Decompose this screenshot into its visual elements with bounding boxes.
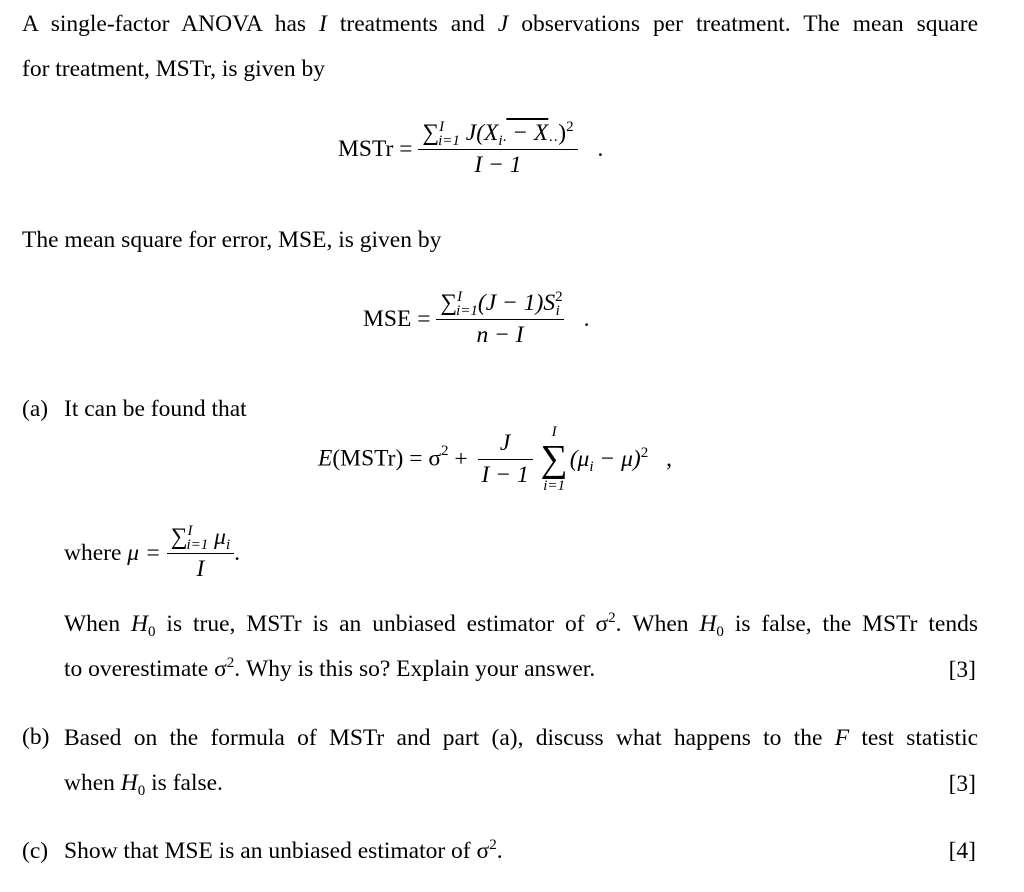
q-text: test statistic	[861, 725, 979, 751]
plus-sign: +	[448, 445, 468, 472]
sum-upper: I	[457, 289, 463, 305]
sum-lower: i=1	[438, 133, 460, 149]
sum-symbol: ∑	[540, 438, 568, 480]
mstr-numerator	[418, 120, 577, 149]
intro-text: A single-factor ANOVA has	[22, 11, 307, 37]
part-a-question-line-1	[64, 602, 978, 647]
q-text: to overestimate σ	[64, 656, 227, 682]
part-b-label: (b)	[22, 724, 50, 750]
part-c-question	[64, 838, 503, 865]
part-b-line-1	[64, 716, 978, 761]
part-b-marks: [3]	[948, 771, 976, 797]
period: .	[234, 540, 240, 566]
close-paren: )	[558, 120, 567, 146]
part-a-question	[64, 602, 978, 692]
part-a-label: (a)	[22, 396, 49, 422]
mu-equals: μ =	[127, 540, 161, 566]
q-text: is true, MSTr is an unbiased estimator of σ	[166, 611, 609, 637]
minus-xbar: − X	[506, 120, 549, 146]
var-I: I	[319, 11, 327, 37]
sub-i: i	[225, 537, 231, 553]
sum-symbol: ∑	[170, 524, 188, 550]
part-c-marks: [4]	[948, 838, 976, 864]
squared: 2	[640, 444, 649, 461]
mse-denominator: n − I	[436, 319, 563, 349]
where-mu-definition	[64, 524, 240, 583]
sub-0: 0	[716, 624, 724, 640]
intro-line-2: for treatment, MSTr, is given by	[22, 56, 326, 82]
mu-numerator	[167, 524, 234, 553]
H: H	[131, 611, 149, 637]
sub-i: i	[555, 303, 560, 319]
intro-text: observations per treatment. The mean square	[521, 11, 978, 37]
sum-lower: i=1	[456, 303, 478, 319]
sum-upper: I	[551, 424, 557, 440]
sub-0: 0	[137, 783, 146, 799]
squared: 2	[566, 119, 574, 135]
frac-den: I − 1	[478, 459, 533, 489]
sub-i: i	[589, 458, 594, 475]
mse-lhs: MSE =	[363, 306, 431, 332]
q-text: Based on the formula of MSTr and part (a), discuss what happens to the	[64, 725, 823, 751]
mstr-num-body: J(X	[465, 120, 499, 146]
intro-line-1	[22, 2, 978, 47]
sum-upper: I	[187, 523, 193, 539]
mstr-fraction	[418, 120, 577, 179]
squared: 2	[555, 289, 563, 305]
squared: 2	[441, 443, 449, 460]
mu-denominator: I	[167, 553, 234, 583]
squared: 2	[608, 610, 616, 626]
equation-expected-mstr	[318, 424, 672, 494]
mstr-lhs: MSTr =	[338, 136, 413, 162]
mse-numerator	[436, 290, 563, 319]
equation-mstr	[338, 120, 603, 179]
part-a-marks: [3]	[948, 657, 976, 683]
mse-fraction	[436, 290, 563, 349]
sum-body	[569, 444, 649, 475]
squared: 2	[489, 837, 497, 853]
H: H	[699, 611, 717, 637]
mse-intro: The mean square for error, MSE, is given by	[22, 227, 442, 253]
part-b-line-2	[64, 761, 978, 806]
q-text: Show that MSE is an unbiased estimator of σ	[64, 838, 490, 864]
where-text: where	[64, 540, 122, 566]
F: F	[834, 725, 850, 751]
H: H	[120, 770, 138, 796]
j-over-i-minus-1	[478, 430, 533, 489]
expectation-E: E	[318, 445, 333, 472]
var-J: J	[497, 11, 509, 37]
q-text: . Why is this so? Explain your answer.	[234, 656, 596, 682]
mstr-denominator: I − 1	[418, 149, 577, 179]
mu-fraction	[167, 524, 234, 583]
part-b-question	[64, 716, 978, 806]
sum-symbol: ∑	[440, 290, 458, 316]
part-c-label: (c)	[22, 838, 49, 864]
big-sum	[541, 424, 568, 494]
part-a-intro: It can be found that	[64, 396, 247, 422]
q-text: is false.	[151, 770, 223, 796]
mse-num-body: (J − 1)S	[477, 290, 556, 316]
expected-lhs: (MSTr) = σ	[332, 445, 442, 472]
q-text: is false, the MSTr tends	[734, 611, 978, 637]
period: .	[496, 838, 503, 864]
mstr-period: .	[597, 136, 604, 162]
sum-lower: i=1	[186, 537, 209, 553]
squared: 2	[226, 655, 235, 671]
q-text: . When	[615, 611, 689, 637]
comma: ,	[666, 445, 672, 472]
equation-mse	[363, 290, 590, 349]
part-a-question-line-2	[64, 647, 978, 692]
intro-text: treatments and	[339, 11, 485, 37]
minus-mu: − μ)	[593, 445, 641, 472]
sub-i-dot: i·	[498, 133, 507, 149]
mu-i-open: (μ	[569, 445, 590, 472]
sum-upper: I	[439, 119, 445, 135]
q-text: when	[64, 770, 115, 796]
q-text: When	[64, 611, 121, 637]
sub-dotdot: ··	[548, 133, 559, 149]
intro-paragraph	[22, 2, 978, 92]
sub-0: 0	[148, 624, 156, 640]
frac-num: J	[499, 429, 511, 456]
sum-symbol: ∑	[422, 120, 440, 146]
mse-period: .	[583, 306, 590, 332]
mu: μ	[214, 524, 226, 550]
sum-lower: i=1	[543, 478, 566, 494]
